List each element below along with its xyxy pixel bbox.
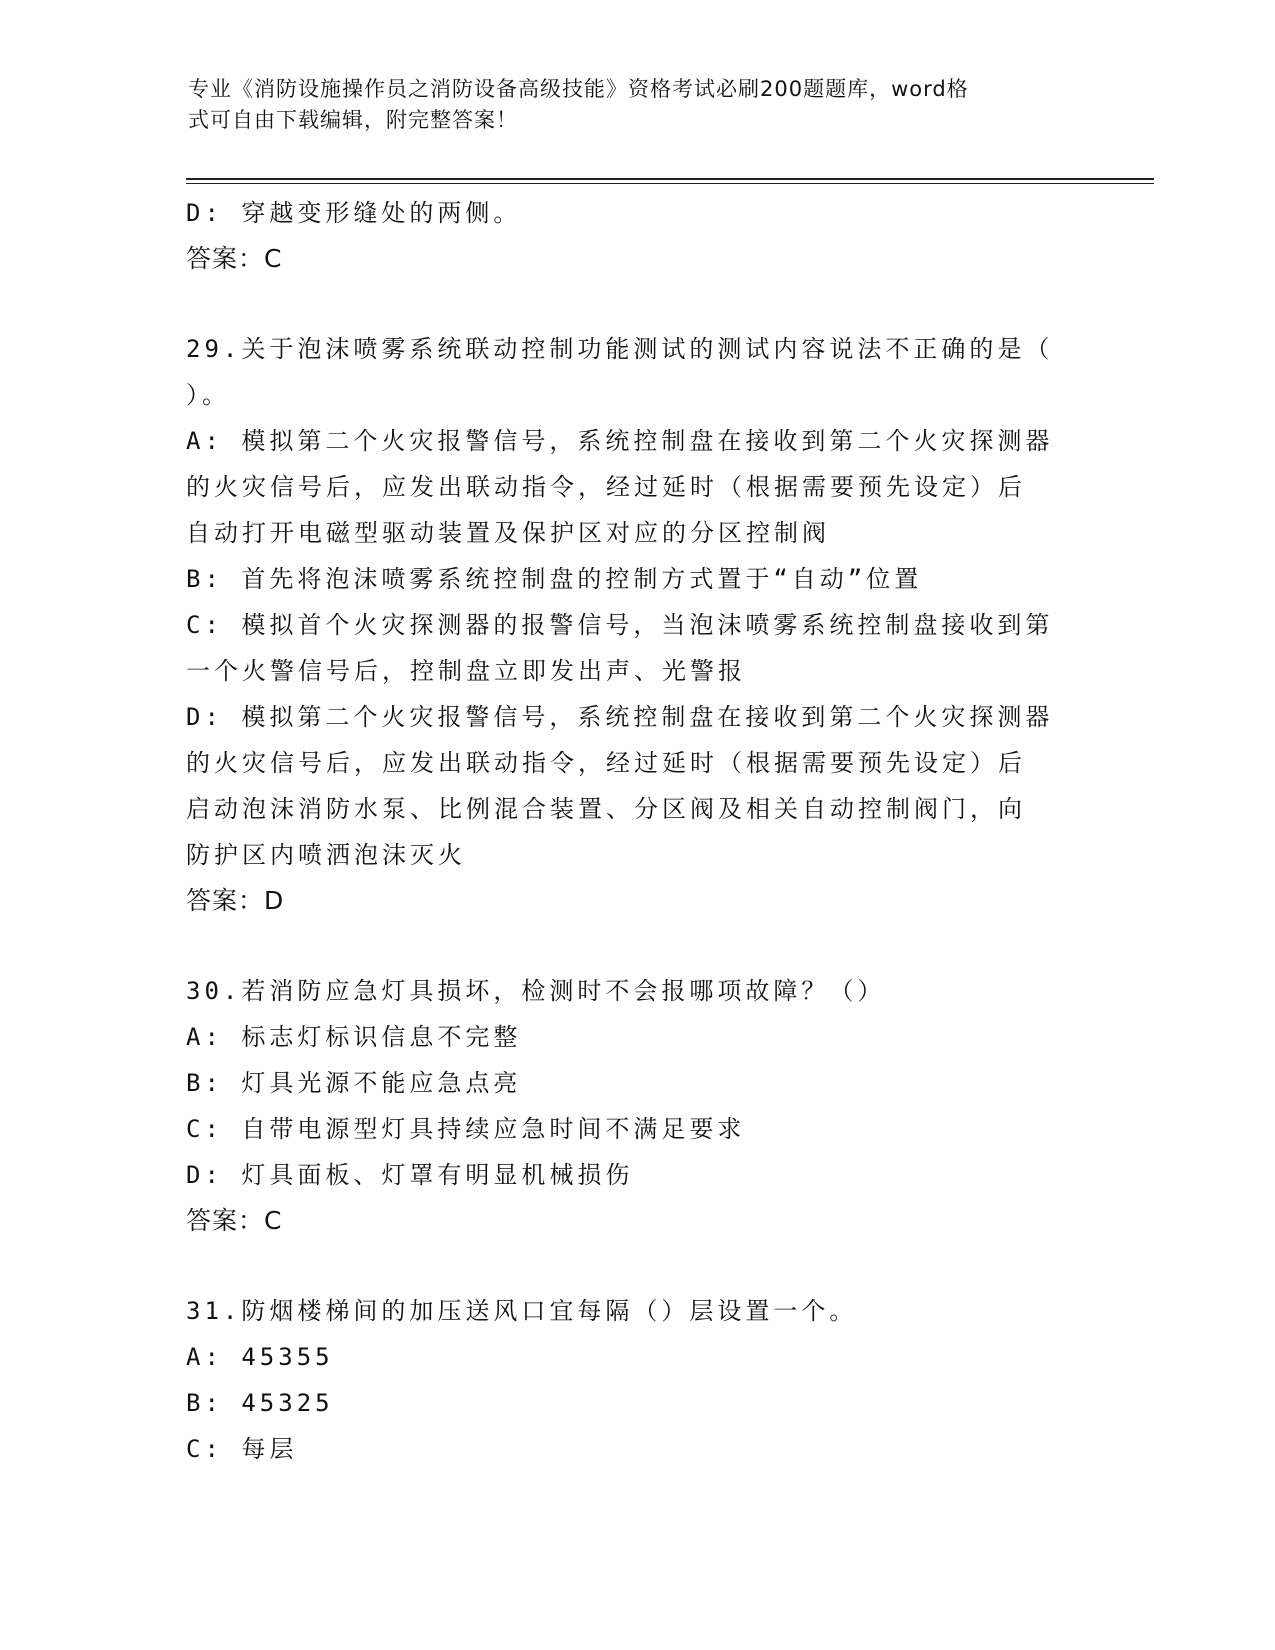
q29-option-d-line-1: D: 模拟第二个火灾报警信号，系统控制盘在接收到第二个火灾探测器: [186, 703, 1054, 731]
q30-option-c: C: 自带电源型灯具持续应急时间不满足要求: [186, 1115, 746, 1143]
q31-option-a: A: 45355: [186, 1343, 334, 1371]
header-line-1: 专业《消防设施操作员之消防设备高级技能》资格考试必刷200题题库，word格: [188, 77, 969, 101]
q28-option-d: D: 穿越变形缝处的两侧。: [186, 199, 522, 227]
q31-stem: 31.防烟楼梯间的加压送风口宜每隔（）层设置一个。: [186, 1297, 858, 1325]
q29-option-b: B: 首先将泡沫喷雾系统控制盘的控制方式置于“自动”位置: [186, 565, 923, 593]
q29-stem-line-1: 29.关于泡沫喷雾系统联动控制功能测试的测试内容说法不正确的是（: [186, 335, 1054, 363]
q31-option-b: B: 45325: [186, 1389, 334, 1417]
header-divider-thin: [186, 183, 1154, 184]
q29-option-a-line-2: 的火灾信号后，应发出联动指令，经过延时（根据需要预先设定）后: [186, 473, 1026, 501]
q30-answer: 答案：C: [186, 1206, 283, 1235]
header-divider-thick: [186, 178, 1154, 180]
q31-option-c: C: 每层: [186, 1435, 298, 1463]
q29-option-d-line-2: 的火灾信号后，应发出联动指令，经过延时（根据需要预先设定）后: [186, 749, 1026, 777]
q30-option-a: A: 标志灯标识信息不完整: [186, 1023, 522, 1051]
q29-option-a-line-3: 自动打开电磁型驱动装置及保护区对应的分区控制阀: [186, 519, 830, 547]
q30-stem: 30.若消防应急灯具损坏，检测时不会报哪项故障？（）: [186, 977, 886, 1005]
q29-answer: 答案：D: [186, 886, 285, 915]
q30-option-b: B: 灯具光源不能应急点亮: [186, 1069, 522, 1097]
q30-option-d: D: 灯具面板、灯罩有明显机械损伤: [186, 1161, 634, 1189]
q29-option-d-line-3: 启动泡沫消防水泵、比例混合装置、分区阀及相关自动控制阀门，向: [186, 795, 1026, 823]
q29-option-d-line-4: 防护区内喷洒泡沫灭火: [186, 841, 466, 869]
q29-option-c-line-1: C: 模拟首个火灾探测器的报警信号，当泡沫喷雾系统控制盘接收到第: [186, 611, 1054, 639]
q29-stem-line-2: ）。: [186, 381, 230, 409]
question-content: [186, 190, 1086, 1472]
header-line-2: 式可自由下载编辑，附完整答案！: [188, 108, 518, 132]
q29-option-a-line-1: A: 模拟第二个火灾报警信号，系统控制盘在接收到第二个火灾探测器: [186, 427, 1054, 455]
q28-answer: 答案：C: [186, 244, 283, 273]
document-header: [188, 74, 1068, 136]
q29-option-c-line-2: 一个火警信号后，控制盘立即发出声、光警报: [186, 657, 746, 685]
